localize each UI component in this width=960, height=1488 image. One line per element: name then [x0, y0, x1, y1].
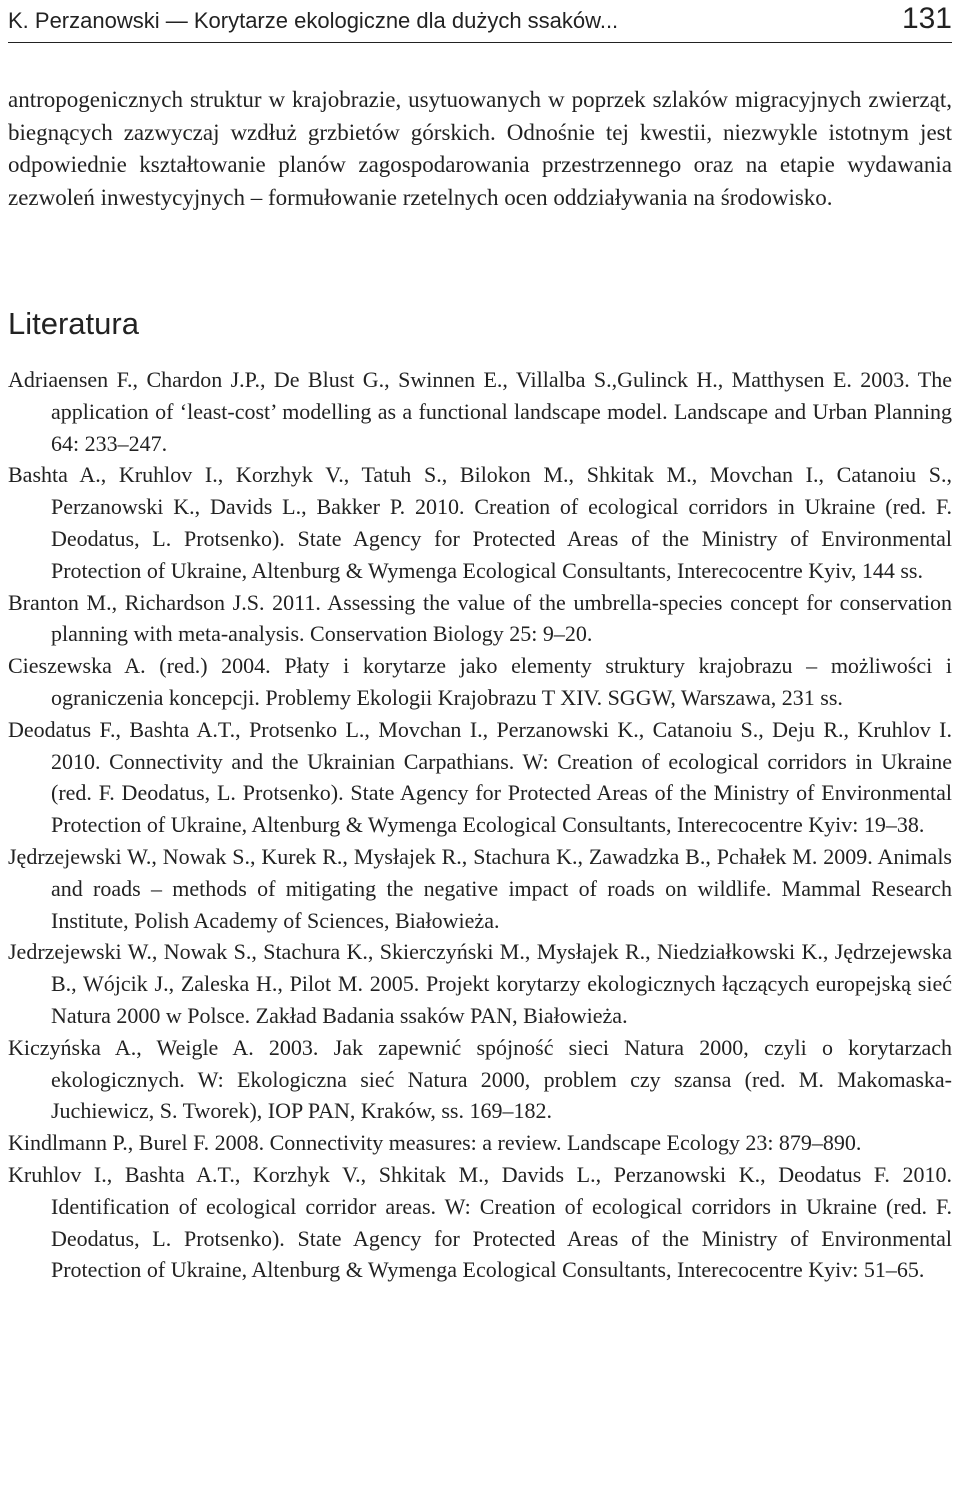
reference-item: Kindlmann P., Burel F. 2008. Connectivity measures: a review. Landscape Ecology 23: 879–890. [8, 1130, 862, 1156]
reference-item: Kruhlov I., Bashta A.T., Korzhyk V., Shkitak M., Davids L., Perzanowski K., Deodatus F. 2010. Identification of ecological corridor areas. W: Creation of ecological corridors in Ukraine (red. F. Deodatus, L. Protsenko). State Agency for Protected Areas of the Ministry of Environmental Protection of Ukraine, Altenburg & Wymenga Ecological Consultants, Interecocentre Kyiv: 51–65. [8, 1161, 952, 1283]
reference-item: Cieszewska A. (red.) 2004. Płaty i korytarze jako elementy struktury krajobrazu – możliwości i ograniczenia koncepcji. Problemy Ekologii Krajobrazu T XIV. SGGW, Warszawa, 231 ss. [8, 653, 952, 710]
page-number: 131 [901, 2, 952, 35]
reference-item: Jedrzejewski W., Nowak S., Stachura K., Skierczyński M., Mysłajek R., Niedziałkowski K., Jędrzejewska B., Wójcik J., Zaleska H., Pilot M. 2005. Projekt korytarzy ekologicznych łączących europejską sieć Natura 2000 w Polsce. Zakład Badania ssaków PAN, Białowieża. [8, 939, 952, 1028]
body-paragraph: antropogenicznych struktur w krajobrazie, usytuowanych w poprzek szlaków migracyjnych zwierząt, biegnących zazwyczaj wzdłuż grzbietów górskich. Odnośnie tej kwestii, niezwykle istotnym jest odpowiednie kształtowanie planów zagospodarowania przestrzennego oraz na etapie wydawania zezwoleń inwestycyjnych – formułowanie rzetelnych ocen oddziaływania na środowisko. [8, 87, 952, 210]
reference-item: Deodatus F., Bashta A.T., Protsenko L., Movchan I., Perzanowski K., Catanoiu S., Deju R., Kruhlov I. 2010. Connectivity and the Ukrainian Carpathians. W: Creation of ecological corridors in Ukraine (red. F. Deodatus, L. Protsenko). State Agency for Protected Areas of the Ministry of Environmental Protection of Ukraine, Altenburg & Wymenga Ecological Consultants, Interecocentre Kyiv: 19–38. [8, 716, 952, 838]
section-heading-literatura: Literatura [8, 306, 139, 341]
running-header [8, 2, 952, 43]
reference-item: Bashta A., Kruhlov I., Korzhyk V., Tatuh S., Bilokon M., Shkitak M., Movchan I., Catanoiu S., Perzanowski K., Davids L., Bakker P. 2010. Creation of ecological corridors in Ukraine (red. F. Deodatus, L. Protsenko). State Agency for Protected Areas of the Ministry of Environmental Protection of Ukraine, Altenburg & Wymenga Ecological Consultants, Interecocentre Kyiv, 144 ss. [8, 462, 952, 583]
reference-item: Kiczyńska A., Weigle A. 2003. Jak zapewnić spójność sieci Natura 2000, czyli o korytarzach ekologicznych. W: Ekologiczna sieć Natura 2000, problem czy szansa (red. M. Makomaska-Juchiewicz, S. Tworek), IOP PAN, Kraków, ss. 169–182. [8, 1034, 952, 1124]
reference-list [8, 364, 952, 1286]
running-title: K. Perzanowski — Korytarze ekologiczne dla dużych ssaków... [8, 8, 619, 33]
reference-item: Adriaensen F., Chardon J.P., De Blust G., Swinnen E., Villalba S.,Gulinck H., Matthysen E. 2003. The application of ‘least-cost’ modelling as a functional landscape model. Landscape and Urban Planning 64: 233–247. [8, 367, 952, 456]
reference-item: Jędrzejewski W., Nowak S., Kurek R., Mysłajek R., Stachura K., Zawadzka B., Pchałek M. 2009. Animals and roads – methods of mitigating the negative impact of roads on wildlife. Mammal Research Institute, Polish Academy of Sciences, Białowieża. [8, 843, 952, 933]
reference-item: Branton M., Richardson J.S. 2011. Assessing the value of the umbrella-species concept for conservation planning with meta-analysis. Conservation Biology 25: 9–20. [8, 589, 952, 647]
